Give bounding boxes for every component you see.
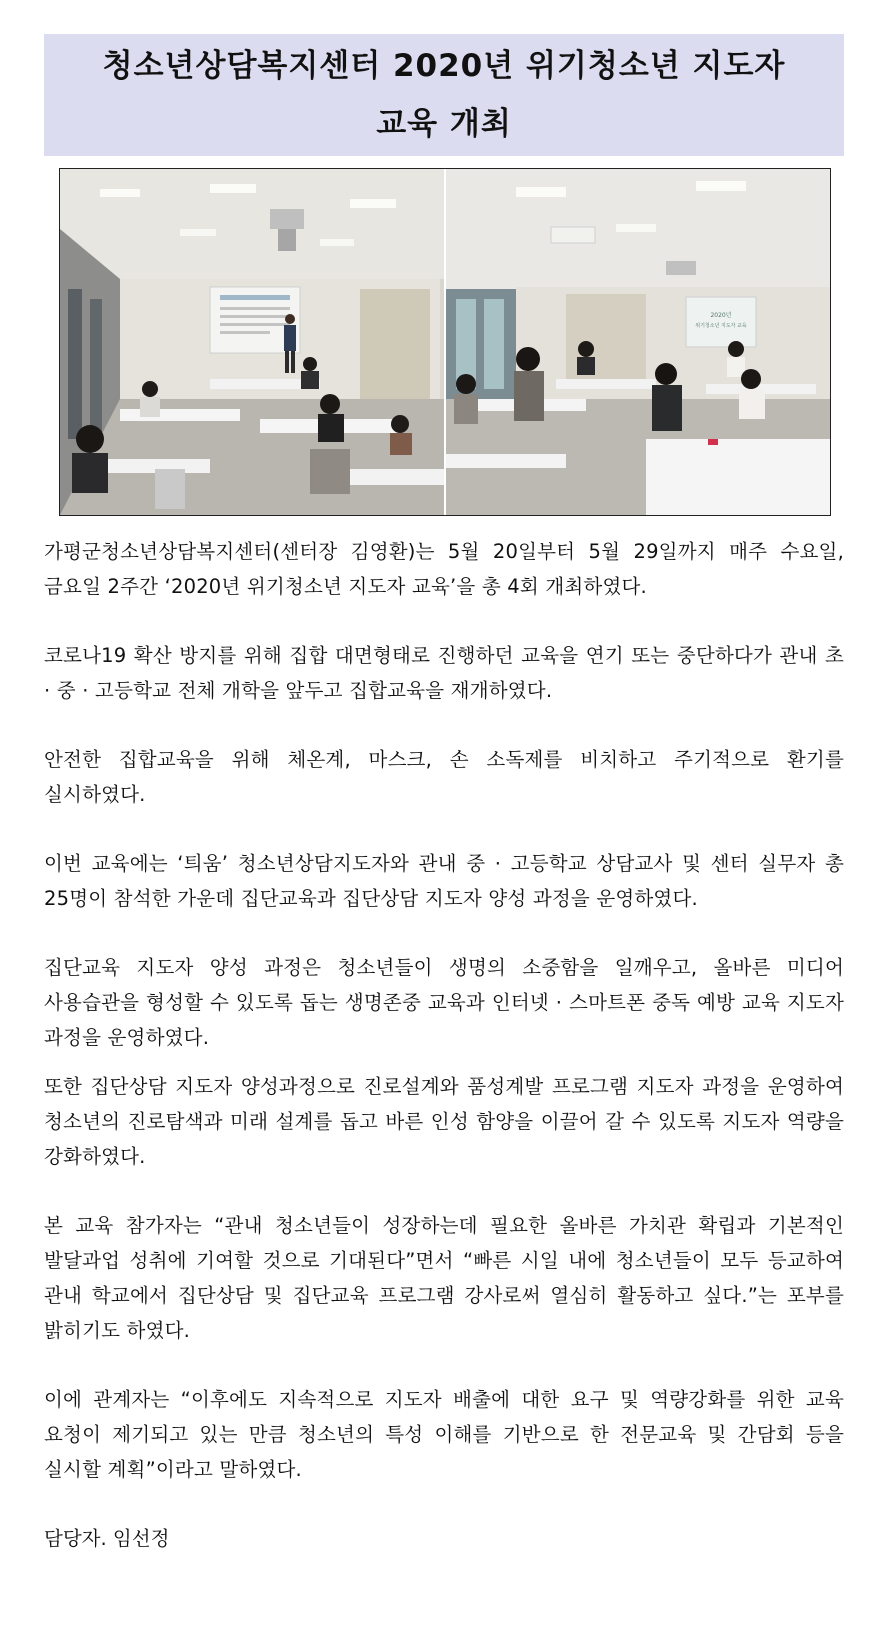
title-line-2: 교육 개최	[376, 106, 512, 142]
contact-person: 담당자. 임선정	[44, 1527, 170, 1550]
paragraph-3: 안전한 집합교육을 위해 체온계, 마스크, 손 소독제를 비치하고 주기적으로 환기를 실시하였다.	[44, 748, 844, 806]
paragraph-2: 코로나19 확산 방지를 위해 집합 대면형태로 진행하던 교육을 연기 또는 중단하다가 관내 초 · 중 · 고등학교 전체 개학을 앞두고 집합교육을 재개하였다.	[44, 644, 844, 702]
photo-collage	[59, 168, 831, 516]
paragraph-4: 이번 교육에는 ‘틔움’ 청소년상담지도자와 관내 중 · 고등학교 상담교사 및 센터 실무자 총 25명이 참석한 가운데 집단교육과 집단상담 지도자 양성 과정을 운영하였다.	[44, 852, 844, 910]
title-line-1: 청소년상담복지센터 2020년 위기청소년 지도자	[102, 48, 786, 84]
svg-text:위기청소년 지도자 교육: 위기청소년 지도자 교육	[695, 323, 747, 329]
paragraph-8: 이에 관계자는 “이후에도 지속적으로 지도자 배출에 대한 요구 및 역량강화를 위한 교육 요청이 제기되고 있는 만큼 청소년의 특성 이해를 기반으로 한 전문교육 및 간담회 등을 실시할 계획”이라고 말하였다.	[44, 1388, 844, 1481]
svg-text:2020년: 2020년	[710, 312, 732, 319]
photo-classroom-left	[60, 169, 444, 515]
paragraph-5: 집단교육 지도자 양성 과정은 청소년들이 생명의 소중함을 일깨우고, 올바른 미디어 사용습관을 형성할 수 있도록 돕는 생명존중 교육과 인터넷 · 스마트폰 중독 예방 교육 지도자 과정을 운영하였다.	[44, 956, 844, 1049]
title-banner	[44, 34, 844, 156]
article-body	[44, 534, 844, 1556]
paragraph-7: 본 교육 참가자는 “관내 청소년들이 성장하는데 필요한 올바른 가치관 확립과 기본적인 발달과업 성취에 기여할 것으로 기대된다”면서 “빠른 시일 내에 청소년들이 모두 등교하여 관내 학교에서 집단상담 및 집단교육 프로그램 강사로써 열심히 활동하고 싶다.”는 포부를 밝히기도 하였다.	[44, 1214, 844, 1342]
photo-classroom-right	[444, 169, 830, 515]
paragraph-1: 가평군청소년상담복지센터(센터장 김영환)는 5월 20일부터 5월 29일까지 매주 수요일, 금요일 2주간 ‘2020년 위기청소년 지도자 교육’을 총 4회 개최하였다.	[44, 540, 844, 598]
paragraph-6: 또한 집단상담 지도자 양성과정으로 진로설계와 품성계발 프로그램 지도자 과정을 운영하여 청소년의 진로탐색과 미래 설계를 돕고 바른 인성 함양을 이끌어 갈 수 있도록 지도자 역량을 강화하였다.	[44, 1075, 844, 1168]
